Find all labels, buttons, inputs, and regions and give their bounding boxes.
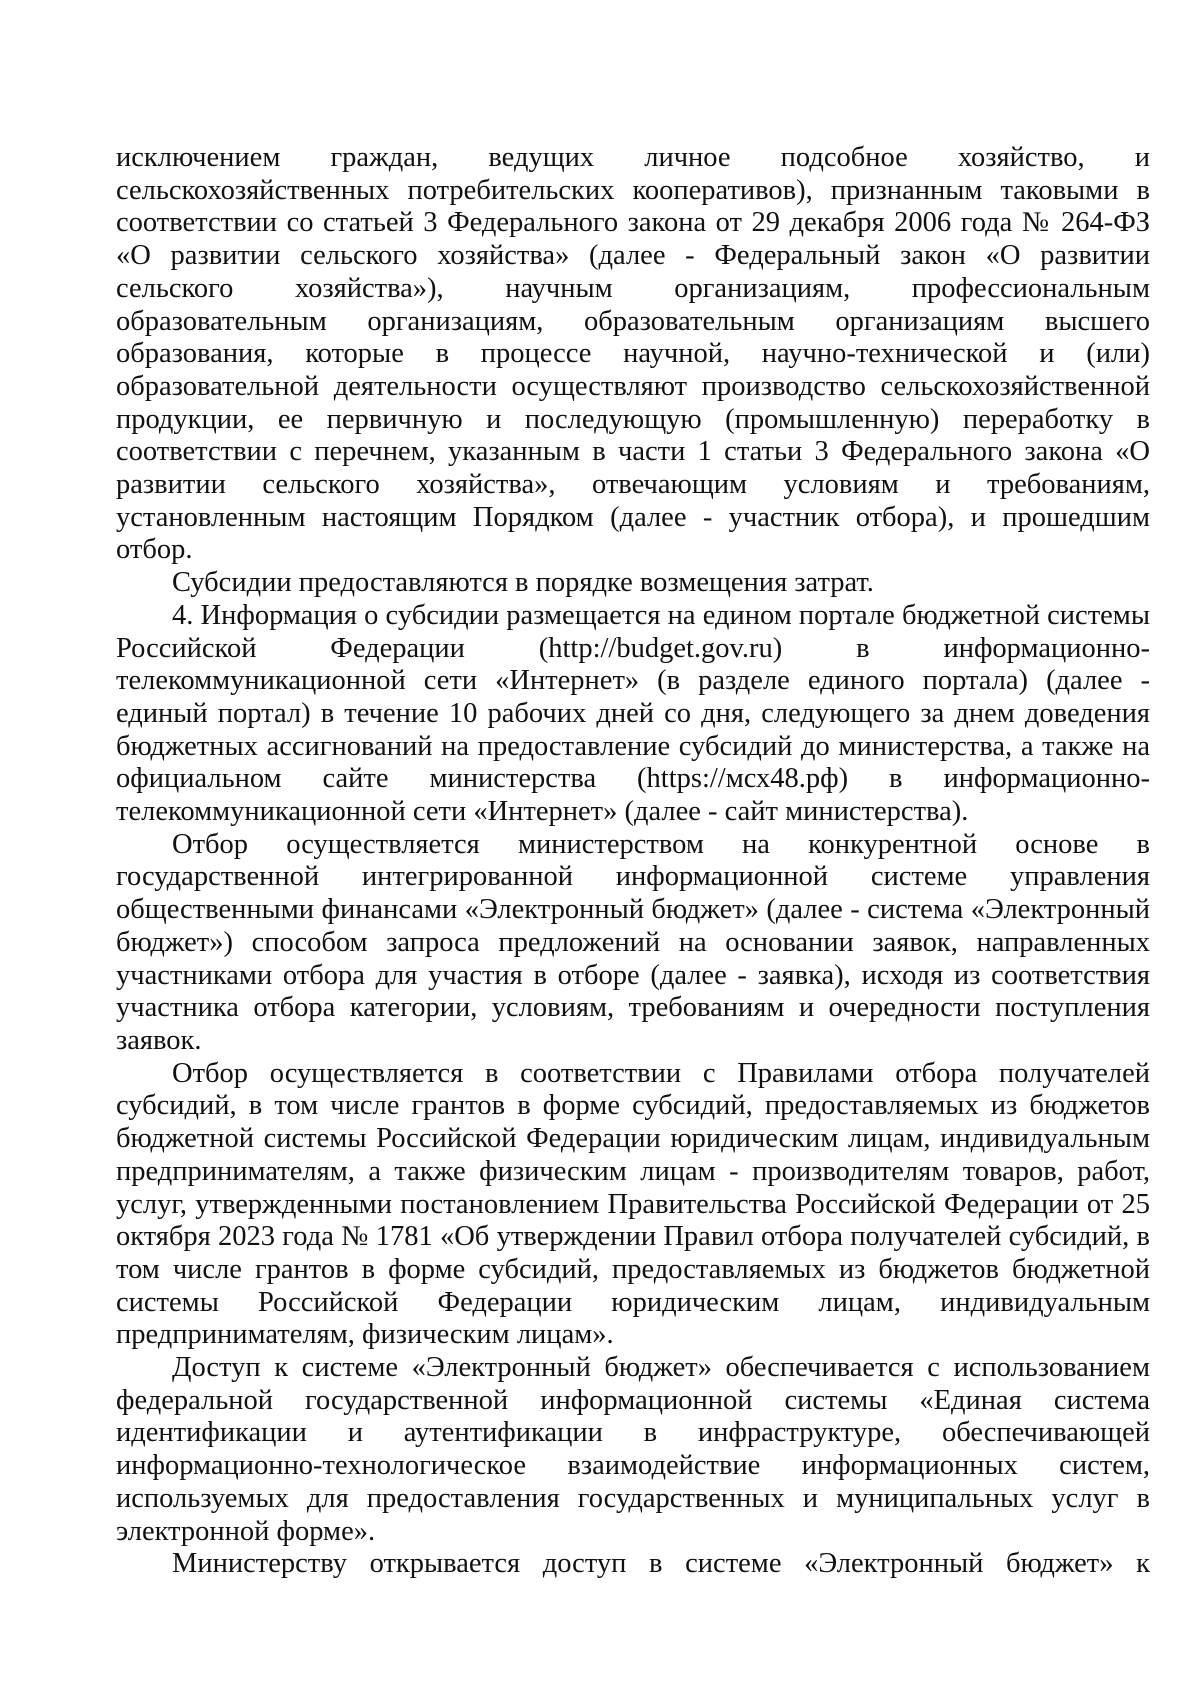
document-page xyxy=(116,142,1150,1581)
paragraph-cost-reimbursement: Субсидии предоставляются в порядке возмещения затрат. xyxy=(172,567,874,599)
paragraph-continuation-eligible-recipients: исключением граждан, ведущих личное подсобное хозяйство, и сельскохозяйственных потребительских кооперативов), признанным таковыми в соответствии со статьей 3 Федерального закона от 29 декабря 2006 года № 264-ФЗ «О развитии сельского хозяйства» (далее - Федеральный закон «О развитии сельского хозяйства»), научным организациям, профессиональным образовательным организациям, образовательным организациям высшего образования, которые в процессе научной, научно-технической и (или) образовательной деятельности осуществляют производство сельскохозяйственной продукции, ее первичную и последующую (промышленную) переработку в соответствии с перечнем, указанным в части 1 статьи 3 Федерального закона «О развитии сельского хозяйства», отвечающим условиям и требованиям, установленным настоящим Порядком (далее - участник отбора), и прошедшим отбор. xyxy=(116,142,1150,566)
paragraph-ministry-access: Министерству открывается доступ в системе «Электронный бюджет» к xyxy=(172,1548,1150,1580)
paragraph-selection-electronic-budget: Отбор осуществляется министерством на конкурентной основе в государственной интегрированной информационной системе управления общественными финансами «Электронный бюджет» (далее - система «Электронный бюджет») способом запроса предложений на основании заявок, направленных участниками отбора для участия в отборе (далее - заявка), исходя из соответствия участника отбора категории, условиям, требованиям и очередности поступления заявок. xyxy=(116,828,1150,1056)
paragraph-access-esia: Доступ к системе «Электронный бюджет» обеспечивается с использованием федеральной государственной информационной системы «Единая система идентификации и аутентификации в инфраструктуре, обеспечивающей информационно-технологическое взаимодействие информационных систем, используемых для предоставления государственных и муниципальных услуг в электронной форме». xyxy=(116,1352,1150,1547)
paragraph-section-4-information: 4. Информация о субсидии размещается на едином портале бюджетной системы Российской Федерации (http://budget.gov.ru) в информационно-телекоммуникационной сети «Интернет» (в разделе единого портала) (далее - единый портал) в течение 10 рабочих дней со дня, следующего за днем доведения бюджетных ассигнований на предоставление субсидий до министерства, а также на официальном сайте министерства (https://мсх48.рф) в информационно-телекоммуникационной сети «Интернет» (далее - сайт министерства). xyxy=(116,599,1150,828)
paragraph-selection-rules: Отбор осуществляется в соответствии с Правилами отбора получателей субсидий, в том числе грантов в форме субсидий, предоставляемых из бюджетов бюджетной системы Российской Федерации юридическим лицам, индивидуальным предпринимателям, а также физическим лицам - производителям товаров, работ, услуг, утвержденными постановлением Правительства Российской Федерации от 25 октября 2023 года № 1781 «Об утверждении Правил отбора получателей субсидий, в том числе грантов в форме субсидий, предоставляемых из бюджетов бюджетной системы Российской Федерации юридическим лицам, индивидуальным предпринимателям, физическим лицам». xyxy=(116,1057,1150,1351)
